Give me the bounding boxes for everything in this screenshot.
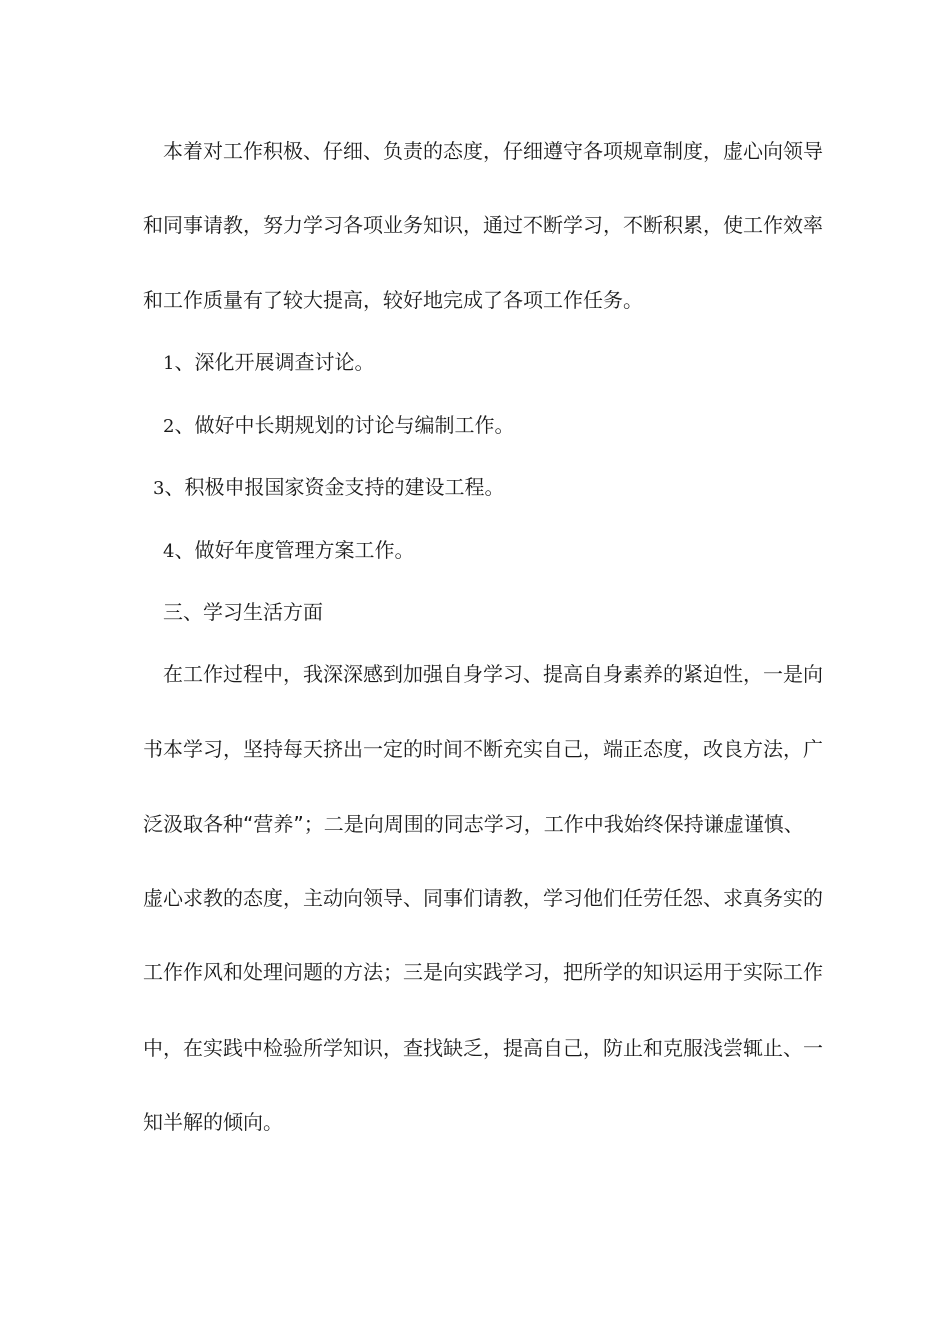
- paragraph1-line-1: 本着对工作积极、仔细、负责的态度，仔细遵守各项规章制度，虚心向领导: [163, 139, 823, 163]
- list-item-2: [163, 411, 514, 441]
- paragraph1-line-2: 和同事请教，努力学习各项业务知识，通过不断学习，不断积累，使工作效率: [143, 213, 823, 237]
- list-item-3: [153, 473, 504, 503]
- paragraph2-line-7: 知半解的倾向。: [143, 1110, 283, 1134]
- paragraph2-line-1: 在工作过程中，我深深感到加强自身学习、提高自身素养的紧迫性，一是向: [163, 662, 823, 686]
- list-item-text: 、积极申报国家资金支持的建设工程。: [164, 475, 505, 499]
- paragraph2-line-6: 中，在实践中检验所学知识，查找缺乏，提高自己，防止和克服浅尝辄止、一: [143, 1036, 823, 1060]
- paragraph2-line-2: 书本学习，坚持每天挤出一定的时间不断充实自己，端正态度，改良方法，广: [143, 737, 823, 761]
- list-item-number: 4: [163, 541, 175, 562]
- list-item-text: 、深化开展调查讨论。: [174, 350, 375, 374]
- paragraph1-line-3: 和工作质量有了较大提高，较好地完成了各项工作任务。: [143, 288, 643, 312]
- list-item-number: 3: [153, 478, 165, 499]
- list-item-text: 、做好年度管理方案工作。: [174, 538, 415, 562]
- paragraph2-line-3: 泛汲取各种“营养”；二是向周围的同志学习，工作中我始终保持谦虚谨慎、: [143, 812, 804, 836]
- section-heading: 三、学习生活方面: [163, 600, 323, 624]
- list-item-text: 、做好中长期规划的讨论与编制工作。: [174, 413, 515, 437]
- list-item-number: 1: [163, 353, 175, 374]
- list-item-number: 2: [163, 416, 175, 437]
- paragraph2-line-4: 虚心求教的态度，主动向领导、同事们请教，学习他们任劳任怨、求真务实的: [143, 886, 823, 910]
- list-item-1: [163, 348, 374, 378]
- paragraph2-line-5: 工作作风和处理问题的方法；三是向实践学习，把所学的知识运用于实际工作: [143, 960, 823, 984]
- list-item-4: [163, 536, 414, 566]
